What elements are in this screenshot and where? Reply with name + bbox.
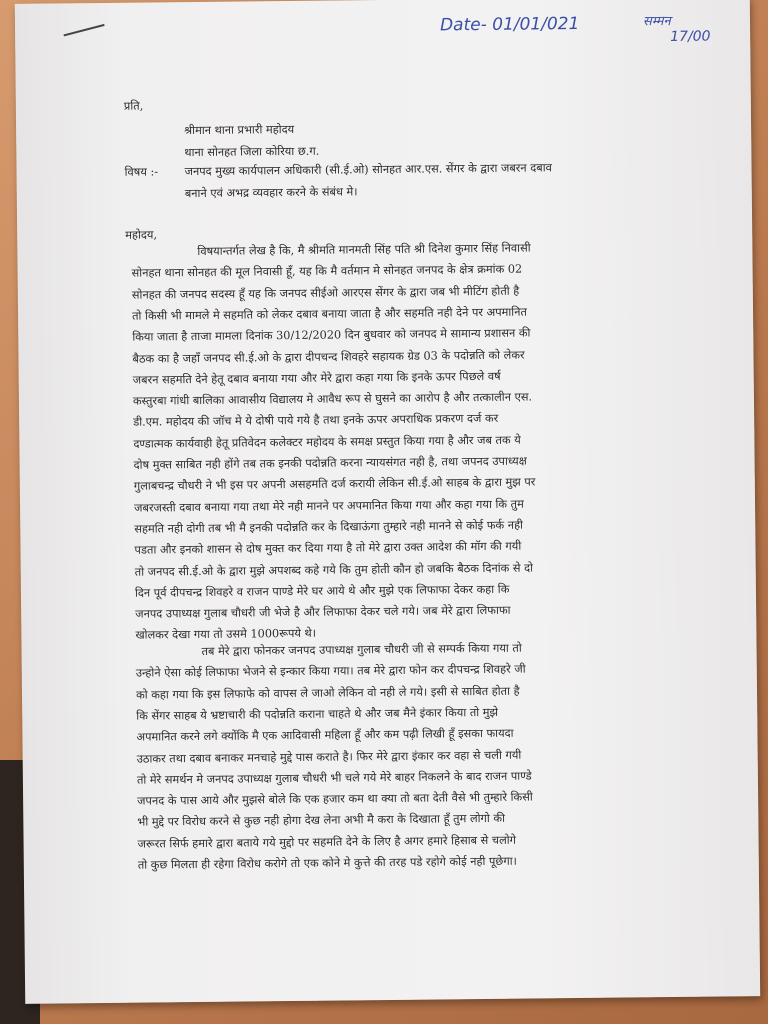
- body-text-line: जबरजस्ती दबाव बनाया गया तथा मेरे नही मानने पर अपमानित किया गया और कहा गया कि तुम: [133, 497, 524, 515]
- handwritten-date: Date- 01/01/021: [439, 13, 580, 36]
- body-text-line: तो किसी भी मामले मे सहमति को लेकर दबाव बनाया जाता है और सहमति नही देने पर अपमानित: [131, 305, 527, 323]
- body-text-line: उन्होने ऐसा कोई लिफाफा भेजने से इन्कार किया गया। तब मेरे द्वारा फोन कर दीपचन्द्र शिवहरे जी: [135, 662, 526, 680]
- body-text-line: तब मेरे द्वारा फोनकर जनपद उपाध्यक्ष गुलाब चौधरी जी से सम्पर्क किया गया तो: [201, 641, 522, 658]
- body-text-line: किया जाता है ताजा मामला दिनांक 30/12/2020 दिन बुधवार को जनपद मे सामान्य प्रशासन की: [132, 326, 531, 344]
- body-text-line: तो जनपद सी.ई.ओ के द्वारा मुझे अपशब्द कहे गये कि तुम होती कौन हो जबकि बैठक दिनांक से दो: [134, 560, 534, 579]
- address-line: थाना सोनहत जिला कोरिया छ.ग.: [184, 144, 320, 160]
- body-text-line: जबरन सहमति देने हेतू दबाव बनाया गया और मेरे द्वारा कहा गया कि इनके ऊपर पिछले वर्ष: [132, 369, 501, 387]
- body-text-line: दोष मुक्त साबित नही होंगे तब तक इनकी पदोन्नति करना न्यायसंगत नही है, तथा जपनद उपाध्यक्ष: [133, 454, 527, 472]
- body-text-line: पडता और इनको शासन से दोष मुक्त कर दिया गया है तो मेरे द्वारा उक्त आदेश की मॉग की गयी: [134, 539, 522, 557]
- body-text-line: उठाकर तथा दबाव बनाकर मनचाहे मुद्दे पास कराते है। फिर मेरे द्वारा इंकार कर वहा से चली गयी: [136, 748, 522, 766]
- body-text-line: तो कुछ मिलता ही रहेगा विरोध करोगे तो एक कोने मे कुत्ते की तरह पडे रहोगे कोई नही पूछेगा।: [137, 854, 517, 872]
- pen-mark: [63, 24, 104, 37]
- body-text-line: दण्डात्मक कार्यवाही हेतू प्रतिवेदन कलेक्टर महोदय के समक्ष प्रस्तुत किया गया है और जब तक ये: [133, 433, 521, 451]
- body-text-line: भी मुद्दे पर विरोध करने से कुछ नही होगा देख लेना अभी मै करा के दिखाता हूँ तुम लोगो की: [137, 812, 506, 830]
- body-text-line: को कहा गया कि इस लिफाफे को वापस ले जाओ लेकिन वो नही ले गये। इसी से साबित होता है: [135, 684, 520, 702]
- body-text-line: तो मेरे समर्थन मे जनपद उपाध्यक्ष गुलाब चौधरी भी चले गये मेरे बाहर निकलने के बाद राजन पाण्डे: [136, 769, 532, 787]
- body-text-line: दिन पूर्व दीपचन्द्र शिवहरे व राजन पाण्डे मेरे घर आये थे और मुझे एक लिफाफा देकर कहा कि: [134, 582, 510, 600]
- body-text-line: बैठक का है जहाँ जनपद सी.ई.ओ के द्वारा दीपचन्द शिवहरे सहायक ग्रेड 03 के पदोन्नति को लेकर: [132, 348, 525, 366]
- body-text-line: जपनद के पास आये और मुझसे बोले कि एक हजार कम था क्या तो बता देती वैसे भी तुम्हारे किसी: [137, 790, 533, 808]
- body-text-line: कस्तुरबा गांधी बालिका आवासीय विद्यालय मे आवैध रूप से घुसने का आरोप है और तत्कालीन एस.: [132, 390, 533, 408]
- handwritten-time: 17/00: [670, 28, 711, 46]
- body-text-line: सोनहत की जनपद सदस्य हूँ यह कि जनपद सीईओ आरएस सेंगर के द्वारा जब भी मीटिंग होती है: [131, 284, 520, 302]
- body-text-line: विषयान्तर्गत लेख है कि, मै श्रीमति मानमती सिंह पति श्री दिनेश कुमार सिंह निवासी: [197, 241, 531, 258]
- handwritten-note: सम्मन: [642, 14, 671, 30]
- body-text-line: सहमति नही दोगी तब भी मै इनकी पदोन्नति कर के दिखाऊंगा तुम्हारे नही मानने से कोई फर्क नही: [134, 518, 524, 536]
- body-text-line: सोनहत थाना सोनहत की मूल निवासी हूँ, यह कि मै वर्तमान मे सोनहत जनपद के क्षेत्र क्रमांक 02: [131, 262, 523, 280]
- body-text-line: जरूरत सिर्फ हमारे द्वारा बताये गये मुद्दो पर सहमति देने के लिए है अगर हमारे हिसाब से चलोगे: [137, 833, 517, 851]
- body-text-line: कि सेंगर साहब ये भ्रष्टाचारी की पदोन्नति कराना चाहते थे और जब मैने इंकार किया तो मुझे: [136, 705, 499, 723]
- body-text-line: अपमानित करने लगे क्योंकि मै एक आदिवासी महिला हूँ और कम पढ़ी लिखी हूँ इसका फायदा: [136, 726, 514, 744]
- body-text-line: गुलाबचन्द्र चौधरी ने भी इस पर अपनी असहमति दर्ज करायी लेकिन सी.ई.ओ साहब के द्वारा मुझ पर: [133, 475, 536, 493]
- letter-page: [15, 0, 760, 1004]
- greeting: महोदय,: [125, 228, 158, 242]
- body-text-line: खोलकर देखा गया तो उसमे 1000रूपये थे।: [135, 627, 317, 643]
- subject-label: विषय :-: [124, 165, 159, 179]
- subject-line: जनपद मुख्य कार्यपालन अधिकारी (सी.ई.ओ) सोनहत आर.एस. सेंगर के द्वारा जबरन दबाव: [184, 161, 552, 179]
- body-text-line: डी.एम. महोदय की जॉच मे ये दोषी पाये गये है तथा इनके ऊपर अपराधिक प्रकरण दर्ज कर: [133, 412, 499, 430]
- addressee-line: श्रीमान थाना प्रभारी महोदय: [184, 122, 295, 138]
- subject-line: बनाने एवं अभद्र व्यवहार करने के संबंध मे।: [184, 185, 358, 201]
- body-text-line: जनपद उपाध्यक्ष गुलाब चौधरी जी भेजे है और लिफाफा देकर चले गये। जब मेरे द्वारा लिफाफा: [135, 603, 511, 621]
- prati-label: प्रति,: [123, 99, 144, 113]
